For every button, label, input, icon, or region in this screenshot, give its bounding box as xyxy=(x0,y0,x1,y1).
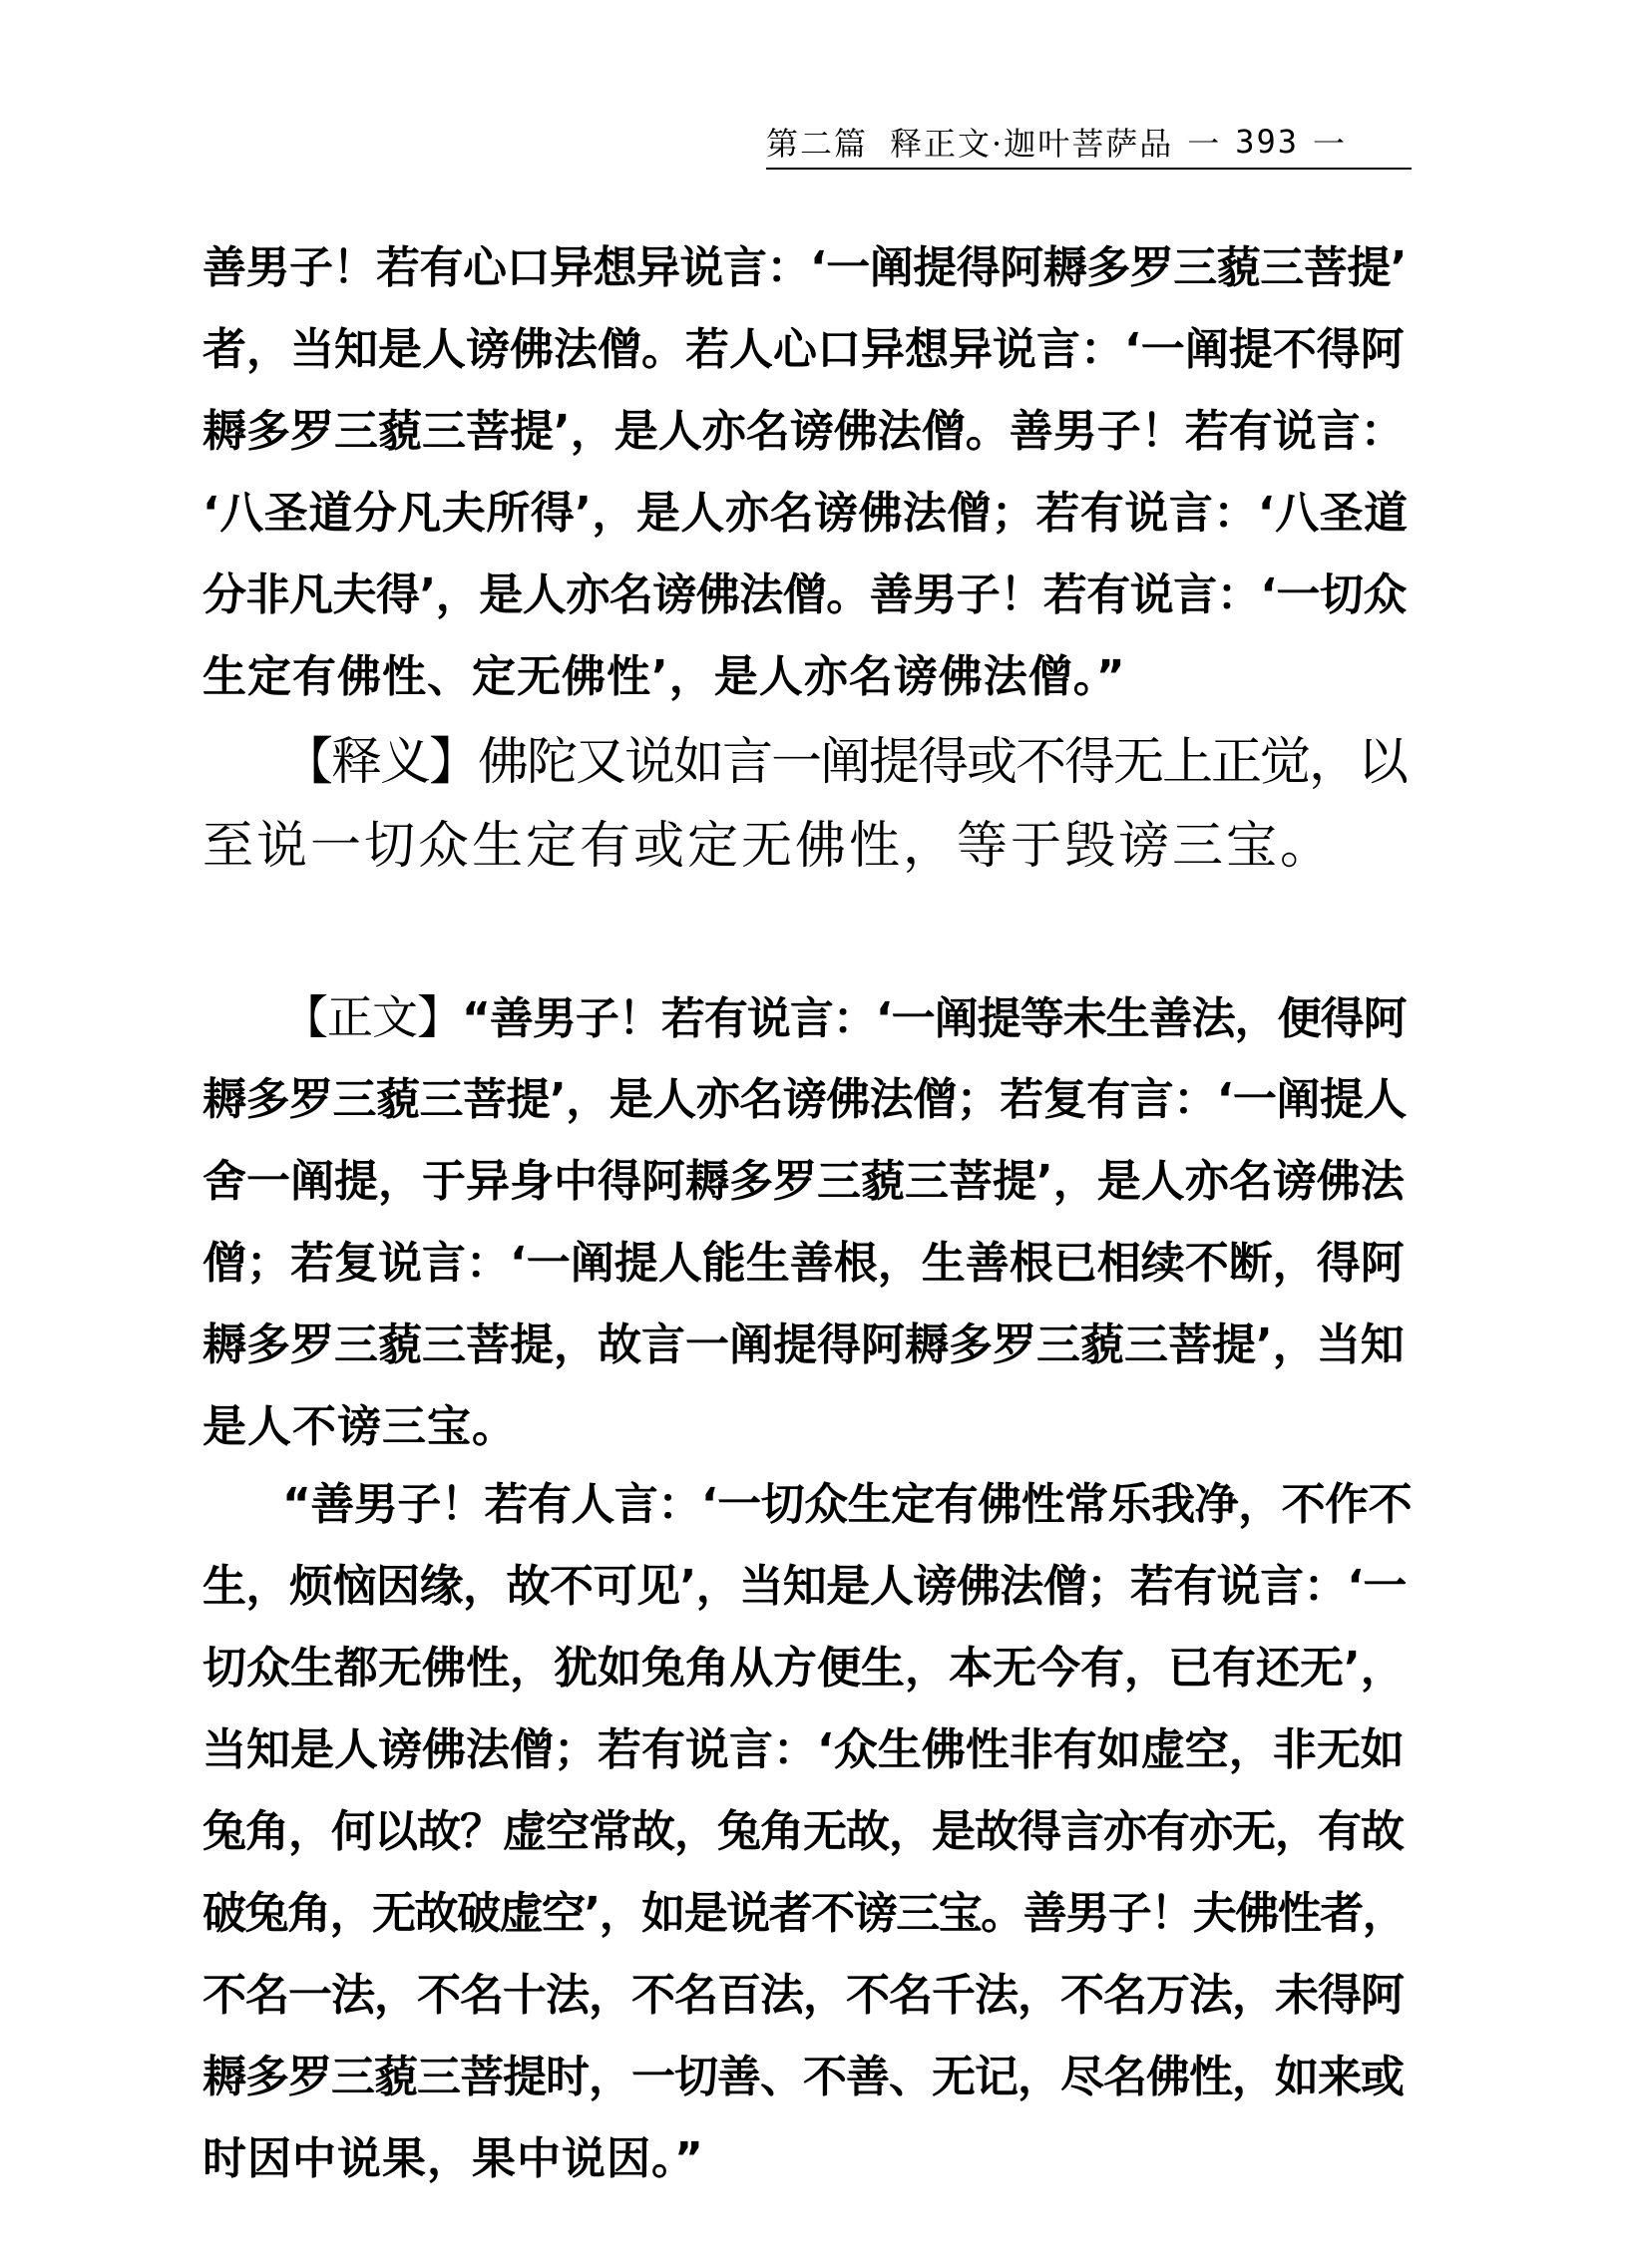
commentary-label: 【释义】 xyxy=(282,733,479,792)
running-header xyxy=(766,112,1412,172)
page-number: 393 xyxy=(1235,123,1300,161)
header-dash-right: 一 xyxy=(1313,125,1348,163)
sutra-line: 生，烦恼因缘，故不可见’，当知是人谤佛法僧；若有说言：‘一 xyxy=(203,1561,1407,1612)
commentary-line: 至说一切众生定有或定无佛性，等于毁谤三宝。 xyxy=(203,817,1335,876)
sutra-line: 耨多罗三藐三菩提’，是人亦名谤佛法僧。善男子！若有说言： xyxy=(203,406,1405,457)
sutra-line: ‘八圣道分凡夫所得’，是人亦名谤佛法僧；若有说言：‘八圣道 xyxy=(203,488,1409,539)
sutra-line: 者，当知是人谤佛法僧。若人心口异想异说言：‘一阐提不得阿 xyxy=(203,324,1405,375)
text-section-label: 【正文】 xyxy=(282,990,462,1044)
text-section-first-line: “善男子！若有说言：‘一阐提等未生善法，便得阿 xyxy=(462,993,1407,1044)
sutra-line: 当知是人谤佛法僧；若有说言：‘众生佛性非有如虚空，非无如 xyxy=(203,1724,1405,1775)
sutra-line: 耨多罗三藐三菩提，故言一阐提得阿耨多罗三藐三菩提’，当知 xyxy=(203,1320,1405,1370)
sutra-line: 不名一法，不名十法，不名百法，不名千法，不名万法，未得阿 xyxy=(203,1970,1404,2021)
sutra-line: 兔角，何以故？虚空常故，兔角无故，是故得言亦有亦无，有故 xyxy=(203,1806,1404,1857)
header-dash-left: 一 xyxy=(1187,125,1222,163)
sutra-line: 耨多罗三藐三菩提时，一切善、不善、无记，尽名佛性，如来或 xyxy=(203,2052,1404,2102)
sutra-line: “善男子！若有人言：‘一切众生定有佛性常乐我净，不作不 xyxy=(282,1479,1413,1530)
sutra-line: 切众生都无佛性，犹如兔角从方便生，本无今有，已有还无’， xyxy=(203,1643,1405,1694)
sutra-line: 分非凡夫得’，是人亦名谤佛法僧。善男子！若有说言：‘一切众 xyxy=(203,569,1407,620)
text-section-line xyxy=(282,981,1412,1047)
sutra-line: 生定有佛性、定无佛性’，是人亦名谤佛法僧。” xyxy=(203,651,1126,702)
sutra-line: 时因中说果，果中说因。” xyxy=(203,2133,704,2184)
commentary-line xyxy=(282,720,1412,794)
sutra-line: 破兔角，无故破虚空’，如是说者不谤三宝。善男子！夫佛性者， xyxy=(203,1888,1406,1939)
header-rule xyxy=(766,168,1412,170)
sutra-line: 善男子！若有心口异想异说言：‘一阐提得阿耨多罗三藐三菩提’ xyxy=(203,242,1407,293)
sutra-line: 舍一阐提，于异身中得阿耨多罗三藐三菩提’，是人亦名谤佛法 xyxy=(203,1156,1405,1207)
sutra-line: 耨多罗三藐三菩提’，是人亦名谤佛法僧；若复有言：‘一阐提人 xyxy=(203,1074,1407,1125)
sutra-line: 僧；若复说言：‘一阐提人能生善根，生善根已相续不断，得阿 xyxy=(203,1238,1405,1289)
commentary-text: 佛陀又说如言一阐提得或不得无上正觉，以 xyxy=(478,733,1408,792)
sutra-line: 是人不谤三宝。 xyxy=(203,1401,517,1452)
header-section: 第二篇 xyxy=(766,125,869,163)
header-title: 释正文·迦叶菩萨品 xyxy=(890,125,1174,163)
